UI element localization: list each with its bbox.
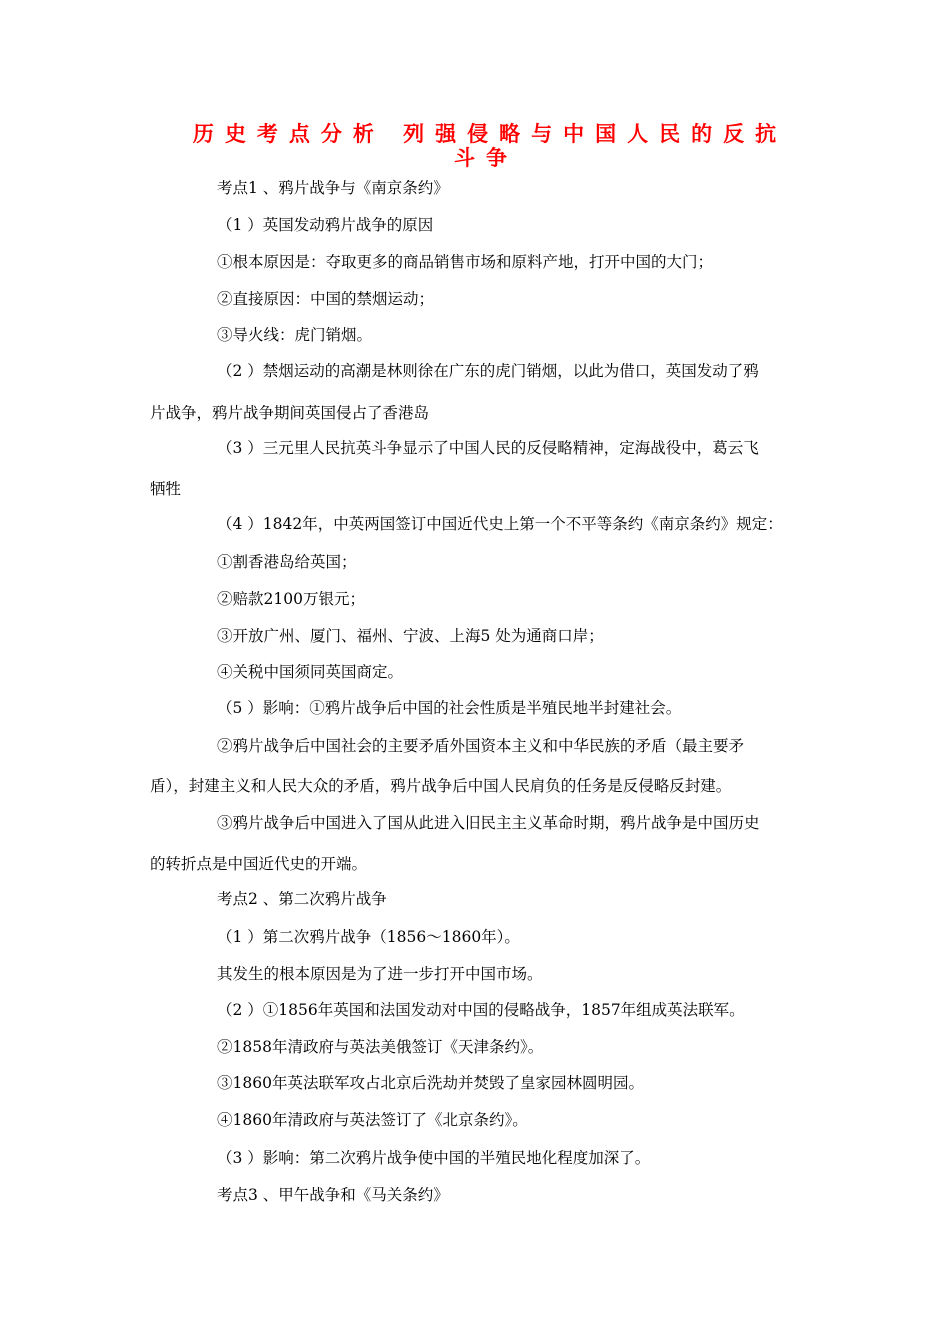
paragraph-line: 片战争，鸦片战争期间英国侵占了香港岛 bbox=[150, 404, 430, 422]
paragraph-line: ①割香港岛给英国； bbox=[217, 553, 357, 571]
paragraph-line: ③开放广州、厦门、福州、宁波、上海5 处为通商口岸； bbox=[217, 627, 604, 645]
paragraph-line: （3 ）影响：第二次鸦片战争使中国的半殖民地化程度加深了。 bbox=[217, 1149, 651, 1167]
paragraph-line: ③鸦片战争后中国进入了国从此进入旧民主主义革命时期，鸦片战争是中国历史 bbox=[217, 814, 760, 832]
paragraph-line: ③导火线：虎门销烟。 bbox=[217, 326, 373, 344]
paragraph-line: （4 ）1842年，中英两国签订中国近代史上第一个不平等条约《南京条约》规定： bbox=[217, 515, 783, 533]
paragraph-line: （5 ）影响：①鸦片战争后中国的社会性质是半殖民地半封建社会。 bbox=[217, 699, 682, 717]
section-heading-2: 考点2 、第二次鸦片战争 bbox=[217, 890, 387, 908]
paragraph-line: 牺牲 bbox=[150, 480, 182, 498]
title-line-1: 历史考点分析 列强侵略与中国人民的反抗 bbox=[192, 121, 788, 146]
paragraph-line: ②赔款2100万银元； bbox=[217, 590, 365, 608]
title-line-2: 斗争 bbox=[454, 145, 518, 170]
section-heading-1: 考点1 、鸦片战争与《南京条约》 bbox=[217, 179, 449, 197]
section-heading-3: 考点3 、甲午战争和《马关条约》 bbox=[217, 1186, 449, 1204]
paragraph-line: （2 ）①1856年英国和法国发动对中国的侵略战争，1857年组成英法联军。 bbox=[217, 1001, 745, 1019]
paragraph-line: ①根本原因是：夺取更多的商品销售市场和原料产地，打开中国的大门； bbox=[217, 253, 714, 271]
page-title bbox=[150, 122, 830, 170]
paragraph-line: ④1860年清政府与英法签订了《北京条约》。 bbox=[217, 1111, 528, 1129]
paragraph-line: （1 ）第二次鸦片战争（1856～1860年）。 bbox=[217, 928, 520, 946]
paragraph-line: ④关税中国须同英国商定。 bbox=[217, 663, 404, 681]
paragraph-line: 盾），封建主义和人民大众的矛盾，鸦片战争后中国人民肩负的任务是反侵略反封建。 bbox=[150, 777, 732, 795]
paragraph-line: （3 ）三元里人民抗英斗争显示了中国人民的反侵略精神，定海战役中，葛云飞 bbox=[217, 439, 759, 457]
paragraph-line: （2 ）禁烟运动的高潮是林则徐在广东的虎门销烟，以此为借口，英国发动了鸦 bbox=[217, 362, 759, 380]
paragraph-line: 的转折点是中国近代史的开端。 bbox=[150, 855, 368, 873]
paragraph-line: ②1858年清政府与英法美俄签订《天津条约》。 bbox=[217, 1038, 544, 1056]
paragraph-line: （1 ）英国发动鸦片战争的原因 bbox=[217, 216, 434, 234]
paragraph-line: ②直接原因：中国的禁烟运动； bbox=[217, 290, 435, 308]
paragraph-line: 其发生的根本原因是为了进一步打开中国市场。 bbox=[217, 965, 543, 983]
paragraph-line: ③1860年英法联军攻占北京后洗劫并焚毁了皇家园林圆明园。 bbox=[217, 1074, 644, 1092]
paragraph-line: ②鸦片战争后中国社会的主要矛盾外国资本主义和中华民族的矛盾（最主要矛 bbox=[217, 737, 745, 755]
